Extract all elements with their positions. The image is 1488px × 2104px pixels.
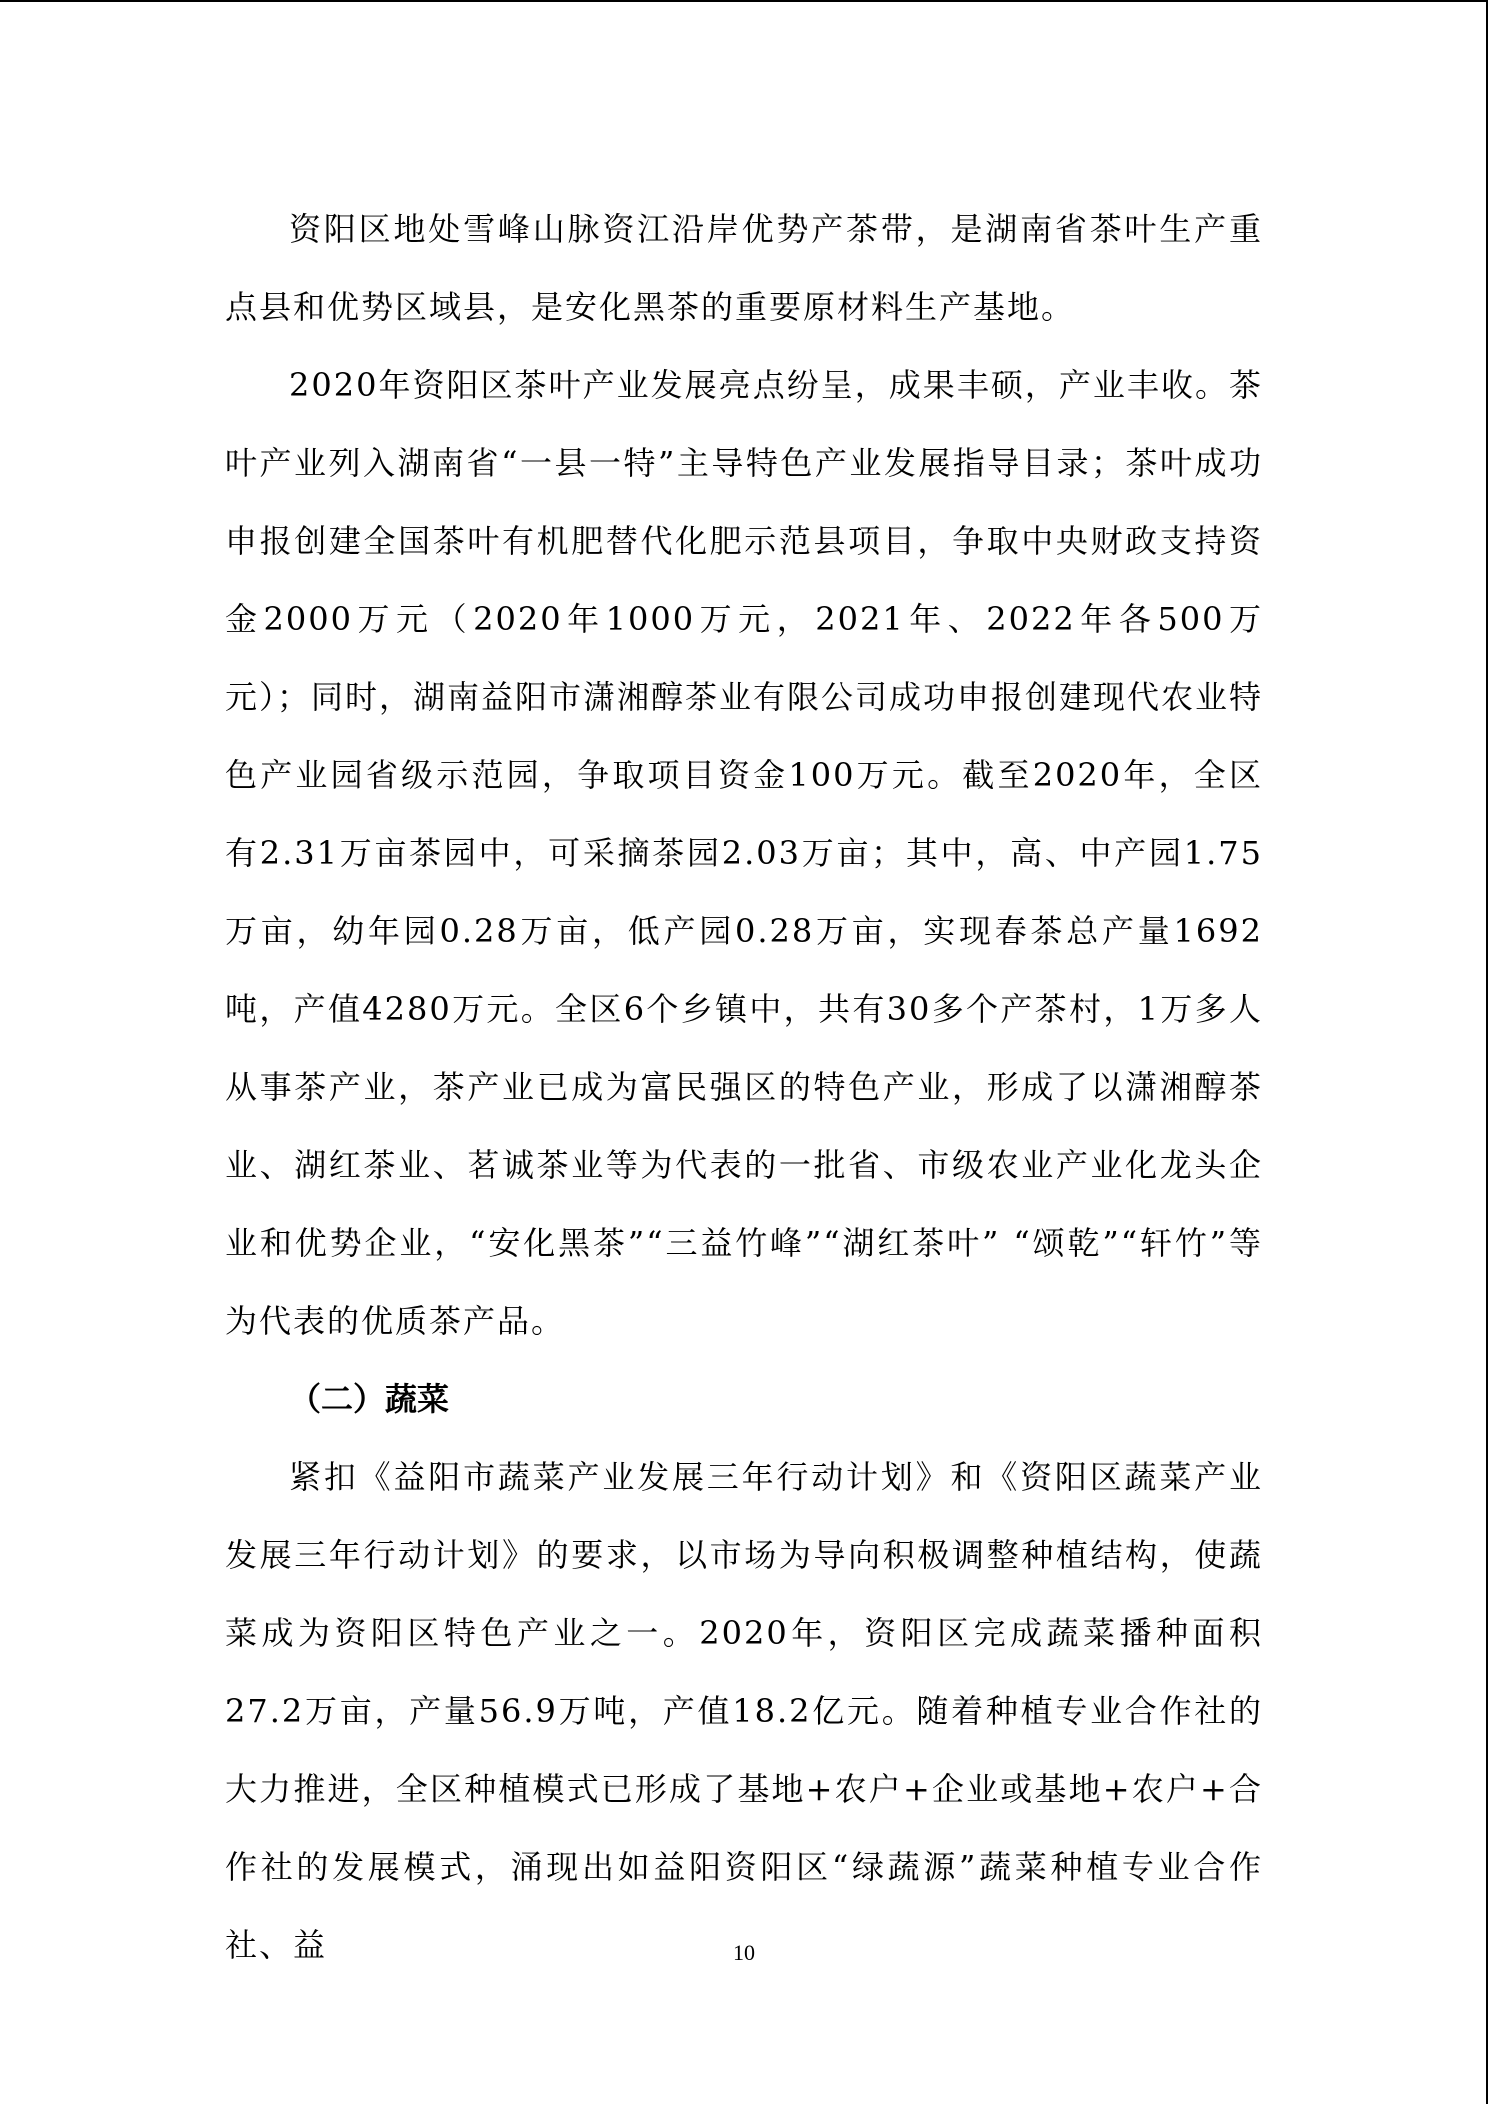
document-body [225, 190, 1263, 1984]
section-heading-vegetables: （二）蔬菜 [289, 1380, 450, 1418]
paragraph-vegetables: 紧扣《益阳市蔬菜产业发展三年行动计划》和《资阳区蔬菜产业发展三年行动计划》的要求，以市场为导向积极调整种植结构，使蔬菜成为资阳区特色产业之一。2020年，资阳区完成蔬菜播种面积27.2万亩，产量56.9万吨，产值18.2亿元。随着种植专业合作社的大力推进，全区种植模式已形成了基地+农户+企业或基地+农户+合作社的发展模式，涌现出如益阳资阳区“绿蔬源”蔬菜种植专业合作社、益 [225, 1458, 1263, 1964]
page-number: 10 [733, 1940, 755, 1965]
paragraph-intro: 资阳区地处雪峰山脉资江沿岸优势产茶带，是湖南省茶叶生产重点县和优势区域县，是安化黑茶的重要原材料生产基地。 [225, 210, 1263, 326]
paragraph-tea-industry: 2020年资阳区茶叶产业发展亮点纷呈，成果丰硕，产业丰收。茶叶产业列入湖南省“一县一特”主导特色产业发展指导目录；茶叶成功申报创建全国茶叶有机肥替代化肥示范县项目，争取中央财政支持资金2000万元（2020年1000万元，2021年、2022年各500万元）；同时，湖南益阳市潇湘醇茶业有限公司成功申报创建现代农业特色产业园省级示范园，争取项目资金100万元。截至2020年，全区有2.31万亩茶园中，可采摘茶园2.03万亩；其中，高、中产园1.75万亩，幼年园0.28万亩，低产园0.28万亩，实现春茶总产量1692吨，产值4280万元。全区6个乡镇中，共有30多个产茶村，1万多人从事茶产业，茶产业已成为富民强区的特色产业，形成了以潇湘醇茶业、湖红茶业、茗诚茶业等为代表的一批省、市级农业产业化龙头企业和优势企业，“安化黑茶”“三益竹峰”“湖红茶叶” “颂乾”“轩竹”等为代表的优质茶产品。 [225, 366, 1264, 1340]
page-top-border [0, 0, 1488, 2]
